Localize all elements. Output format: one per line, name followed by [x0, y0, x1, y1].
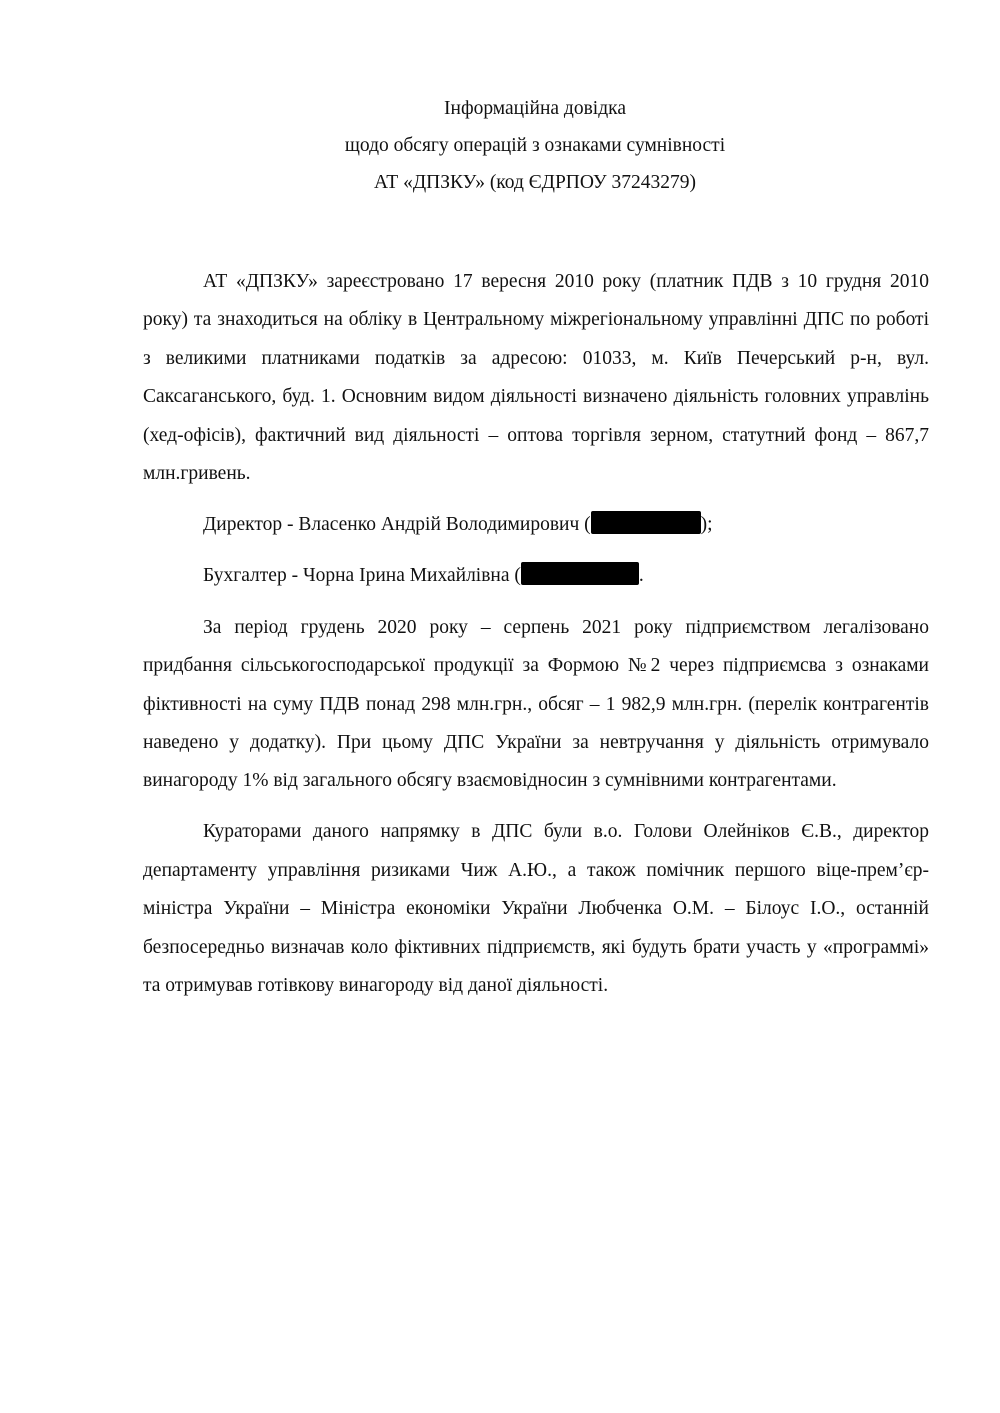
- title-line-2: щодо обсягу операцій з ознаками сумнівності: [344, 135, 726, 156]
- title-line-3: АТ «ДПЗКУ» (код ЄДРПОУ 37243279): [373, 172, 697, 193]
- paragraph-company-info: АТ «ДПЗКУ» зареєстровано 17 вересня 2010 року (платник ПДВ з 10 грудня 2010 року) та знаходиться на обліку в Центральному міжрегіональному управлінні ДПС по роботі з великими платниками податків за адресою: 01033, м. Київ Печерський р-н, вул. Саксаганського, буд. 1. Основним видом діяльності визначено діяльність головних управлінь (хед-офісів), фактичний вид діяльності – оптова торгівля зерном, статутний фонд – 867,7 млн.гривень.: [143, 271, 929, 485]
- paragraph-curators: Кураторами даного напрямку в ДПС були в.о. Голови Олейніков Є.В., директор департаменту управління ризиками Чиж А.Ю., а також помічник першого віце-прем’єр-міністра України – Міністра економіки України Любченка О.М. – Білоус І.О., останній безпосередньо визначав коло фіктивних підприємств, які будуть брати участь у «программі» та отримував готівкову винагороду від даної діяльності.: [143, 821, 929, 996]
- document-body: [143, 263, 929, 1018]
- title-line-1: Інформаційна довідка: [444, 98, 626, 119]
- document-title: [0, 90, 1000, 201]
- director-suffix: );: [700, 513, 713, 535]
- accountant-text: Бухгалтер - Чорна Ірина Михайлівна (: [203, 565, 521, 587]
- accountant-line: [143, 557, 929, 595]
- redaction-block: [591, 511, 701, 534]
- director-line: [143, 506, 929, 544]
- director-text: Директор - Власенко Андрій Володимирович (: [203, 513, 591, 535]
- redaction-block: [521, 562, 639, 585]
- paragraph-operations: За період грудень 2020 року – серпень 2021 року підприємством легалізовано придбання сільськогосподарської продукції за Формою №2 через підприємсва з ознаками фіктивності на суму ПДВ понад 298 млн.грн., обсяг – 1 982,9 млн.грн. (перелік контрагентів наведено у додатку). При цьому ДПС України за невтручання у діяльність отримувало винагороду 1% від загального обсягу взаємовідносин з сумнівними контрагентами.: [143, 616, 929, 792]
- accountant-suffix: .: [638, 565, 644, 587]
